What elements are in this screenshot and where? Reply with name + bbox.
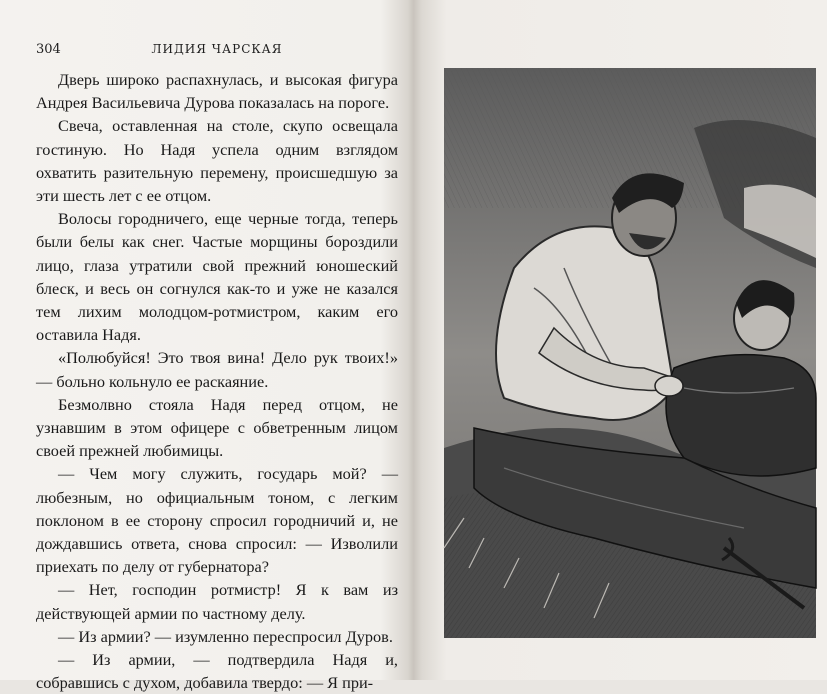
- paragraph: — Из армии? — изумленно переспросил Дуров.: [58, 626, 393, 646]
- page-number: 304: [36, 42, 61, 57]
- paragraph: Безмолвно стояла Надя перед отцом, не узнавшим в этом офицере с обветренным лицом своей прежней любимицы.: [36, 394, 398, 461]
- right-page: [412, 0, 827, 680]
- clasped-hands: [655, 376, 683, 396]
- engraving-illustration: [444, 68, 816, 638]
- paragraph: Свеча, оставленная на столе, скупо освещала гостиную. Но Надя успела одним взглядом охватить разительную перемену, происшедшую за эти шесть лет с ее отцом.: [36, 116, 398, 206]
- wounded-coat: [666, 355, 816, 476]
- left-page: [0, 0, 412, 693]
- running-head: [36, 42, 398, 60]
- paragraph: — Чем могу служить, государь мой? — любезным, но официальным тоном, с легким поклоном в ее сторону спросил городничий и, не дождавшись ответа, снова спросил: — Изволили приехать по делу от губернатора?: [36, 464, 398, 577]
- author-name: ЛИДИЯ ЧАРСКАЯ: [151, 42, 283, 56]
- paragraph: Волосы городничего, еще черные тогда, теперь были белы как снег. Частые морщины бороздили лицо, глаза утратили свой прежний юношеский блеск, и весь он согнулся как-то и уже не казался тем лихим молодцом-ротмистром, каким его оставила Надя.: [36, 209, 398, 345]
- illustration: [444, 68, 816, 638]
- text-body: [36, 68, 398, 693]
- paragraph: — Из армии, — подтвердила Надя и, собравшись с духом, добавила твердо: — Я при-: [36, 650, 398, 693]
- paragraph: Дверь широко распахнулась, и высокая фигура Андрея Васильевича Дурова показалась на пороге.: [36, 70, 398, 113]
- paragraph: — Нет, господин ротмистр! Я к вам из действующей армии по частному делу.: [36, 580, 398, 623]
- paragraph: «Полюбуйся! Это твоя вина! Дело рук твоих!» — больно кольнуло ее раскаяние.: [36, 348, 398, 391]
